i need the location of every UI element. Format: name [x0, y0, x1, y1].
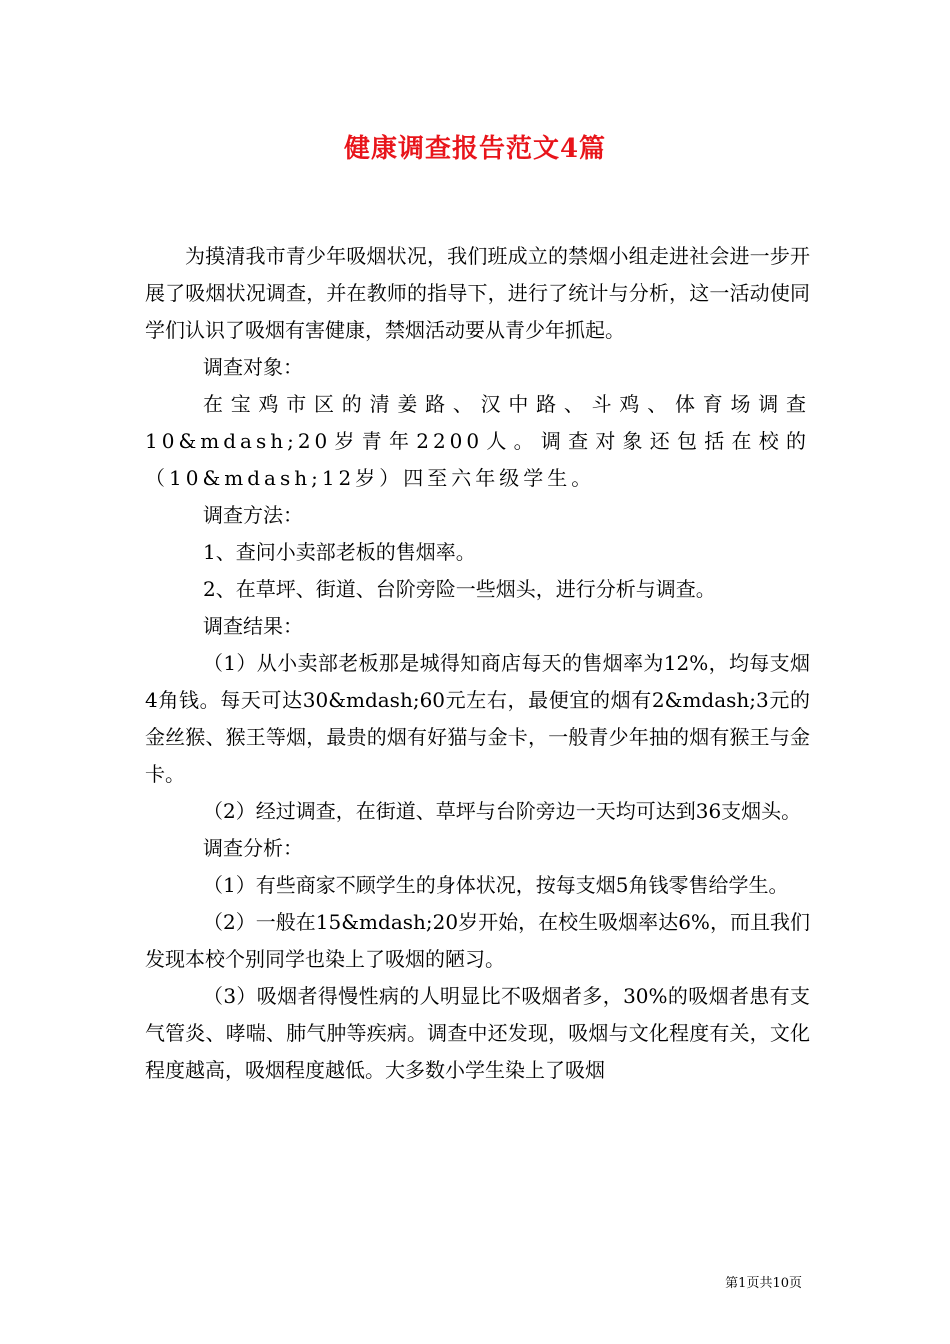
result-paragraph-2: （2）经过调查，在街道、草坪与台阶旁边一天均可达到36支烟头。 [203, 799, 802, 823]
analysis-paragraph-3: （3）吸烟者得慢性病的人明显比不吸烟者多，30%的吸烟者患有支气管炎、哮喘、肺气肿等疾病。调查中还发现，吸烟与文化程度有关，文化程度越高，吸烟程度越低。大多数小学生染上了吸烟 [145, 984, 810, 1082]
survey-object-paragraph: 在宝鸡市区的清姜路、汉中路、斗鸡、体育场调查10&mdash;20岁青年2200人。调查对象还包括在校的（10&mdash;12岁）四至六年级学生。 [145, 392, 810, 490]
analysis-paragraph-2: （2）一般在15&mdash;20岁开始，在校生吸烟率达6%，而且我们发现本校个别同学也染上了吸烟的陋习。 [145, 910, 810, 971]
method-item-1: 1、查问小卖部老板的售烟率。 [203, 540, 476, 564]
method-item-2: 2、在草坪、街道、台阶旁险一些烟头，进行分析与调查。 [203, 577, 716, 601]
result-paragraph-1: （1）从小卖部老板那是城得知商店每天的售烟率为12%，均每支烟4角钱。每天可达30&mdash;60元左右，最便宜的烟有2&mdash;3元的金丝猴、猴王等烟，最贵的烟有好猫与金卡，一般青少年抽的烟有猴王与金卡。 [145, 651, 810, 786]
page-footer: 第1页共10页 [725, 1276, 802, 1291]
heading-survey-method: 调查方法： [203, 503, 303, 527]
analysis-paragraph-1: （1）有些商家不顾学生的身体状况，按每支烟5角钱零售给学生。 [203, 873, 789, 897]
heading-survey-object: 调查对象： [203, 355, 303, 379]
page-title: 健康调查报告范文4篇 [343, 134, 607, 164]
heading-survey-analysis: 调查分析： [203, 836, 303, 860]
heading-survey-result: 调查结果： [203, 614, 303, 638]
document-body [145, 238, 810, 1089]
intro-paragraph: 为摸清我市青少年吸烟状况，我们班成立的禁烟小组走进社会进一步开展了吸烟状况调查，并在教师的指导下，进行了统计与分析，这一活动使同学们认识了吸烟有害健康，禁烟活动要从青少年抓起。 [145, 244, 810, 342]
